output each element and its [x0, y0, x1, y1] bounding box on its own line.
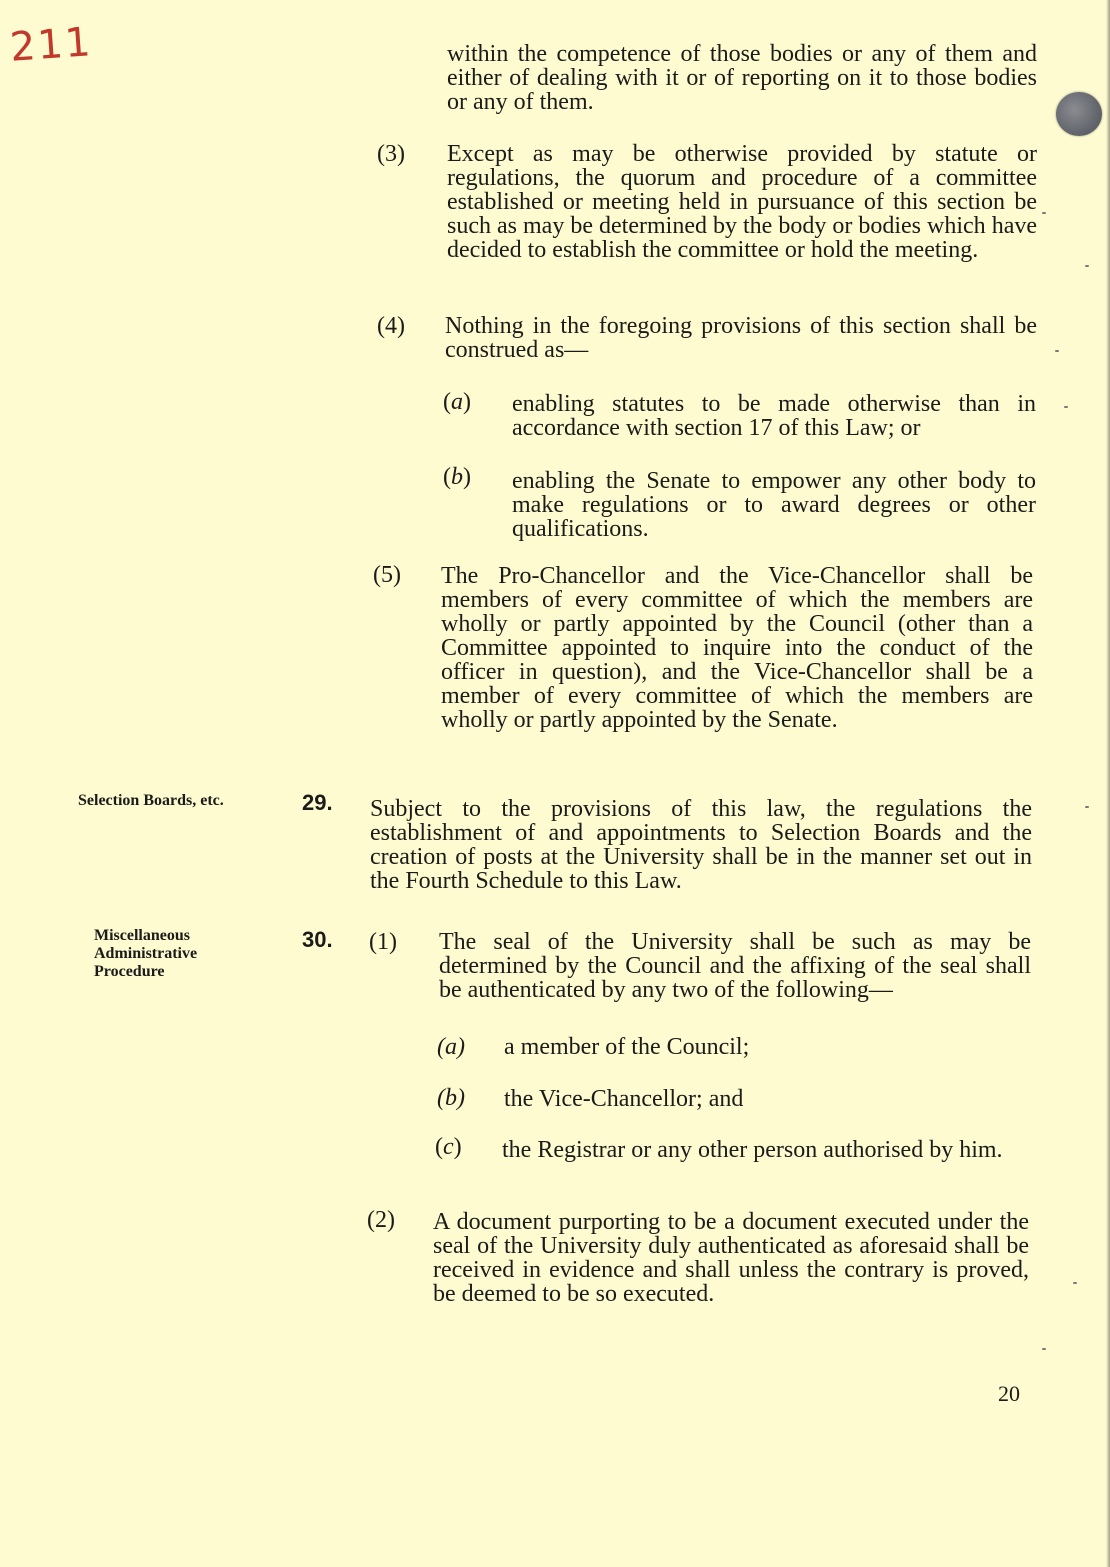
item-4a-letter: a — [451, 389, 463, 415]
handwritten-page-mark: 211 — [8, 19, 94, 71]
item-30b-text: the Vice-Chancellor; and — [504, 1086, 744, 1112]
item-30c-text: the Registrar or any other person authorised by him. — [502, 1137, 1003, 1163]
page-edge-shadow — [1106, 0, 1110, 1567]
item-4b-text: enabling the Senate to empower any other body to make regulations or to award degrees or other qualifications. — [512, 468, 1036, 542]
scan-speck — [1042, 1348, 1046, 1350]
item-30c-letter: c — [443, 1134, 454, 1160]
punch-hole — [1056, 92, 1102, 136]
item-30c-label: (c) — [435, 1134, 462, 1160]
scan-speck — [1042, 212, 1046, 214]
subsection-4-text: Nothing in the foregoing provisions of this section shall be construed as— — [445, 313, 1037, 363]
subsection-4-label: (4) — [377, 313, 405, 339]
margin-note-selection-boards: Selection Boards, etc. — [78, 792, 224, 809]
section-30-number: 30. — [302, 927, 333, 952]
scan-speck — [1055, 350, 1059, 352]
subsection-5-label: (5) — [373, 562, 401, 588]
scan-speck — [1085, 806, 1089, 808]
page-number: 20 — [998, 1381, 1020, 1406]
continuation-paragraph: within the competence of those bodies or any of them and either of dealing with it or of reporting on it to those bodies or any of them. — [447, 41, 1037, 115]
scan-speck — [1085, 265, 1089, 267]
section-30-sub-1-label: (1) — [369, 929, 397, 955]
section-29-number: 29. — [302, 790, 333, 815]
section-30-sub-1-text: The seal of the University shall be such as may be determined by the Council and the affixing of the seal shall be authenticated by any two of the following— — [439, 929, 1031, 1003]
item-30b-label: (b) — [437, 1085, 465, 1111]
section-30-sub-2-label: (2) — [367, 1207, 395, 1233]
section-29-text: Subject to the provisions of this law, the regulations the establishment of and appointments to Selection Boards and the creation of posts at the University shall be in the manner set out in the Fourth Schedule to this Law. — [370, 796, 1032, 894]
subsection-3-label: (3) — [377, 141, 405, 167]
subsection-3-text: Except as may be otherwise provided by statute or regulations, the quorum and procedure of a committee established or meeting held in pursuance of this section be such as may be determined by the body or bodies which have decided to establish the committee or hold the meeting. — [447, 141, 1037, 263]
item-4b-letter: b — [451, 464, 463, 490]
item-4a-text: enabling statutes to be made otherwise than in accordance with section 17 of this Law; or — [512, 391, 1036, 441]
item-4a-label: (a) — [443, 389, 471, 415]
item-30a-label: (a) — [437, 1034, 465, 1060]
scan-speck — [1073, 1282, 1077, 1284]
item-4b-label: (b) — [443, 464, 471, 490]
margin-note-miscellaneous: Miscellaneous Administrative Procedure — [94, 927, 198, 980]
section-30-sub-2-text: A document purporting to be a document executed under the seal of the University duly authenticated as aforesaid shall be received in evidence and shall unless the contrary is proved, be deemed to be so executed. — [433, 1209, 1029, 1307]
scan-speck — [1064, 406, 1068, 408]
item-30a-text: a member of the Council; — [504, 1034, 750, 1060]
subsection-5-text: The Pro-Chancellor and the Vice-Chancellor shall be members of every committee of which the members are wholly or partly appointed by the Council (other than a Committee appointed to inquire into the conduct of the officer in question), and the Vice-Chancellor shall be a member of every committee of which the members are wholly or partly appointed by the Senate. — [441, 563, 1033, 733]
